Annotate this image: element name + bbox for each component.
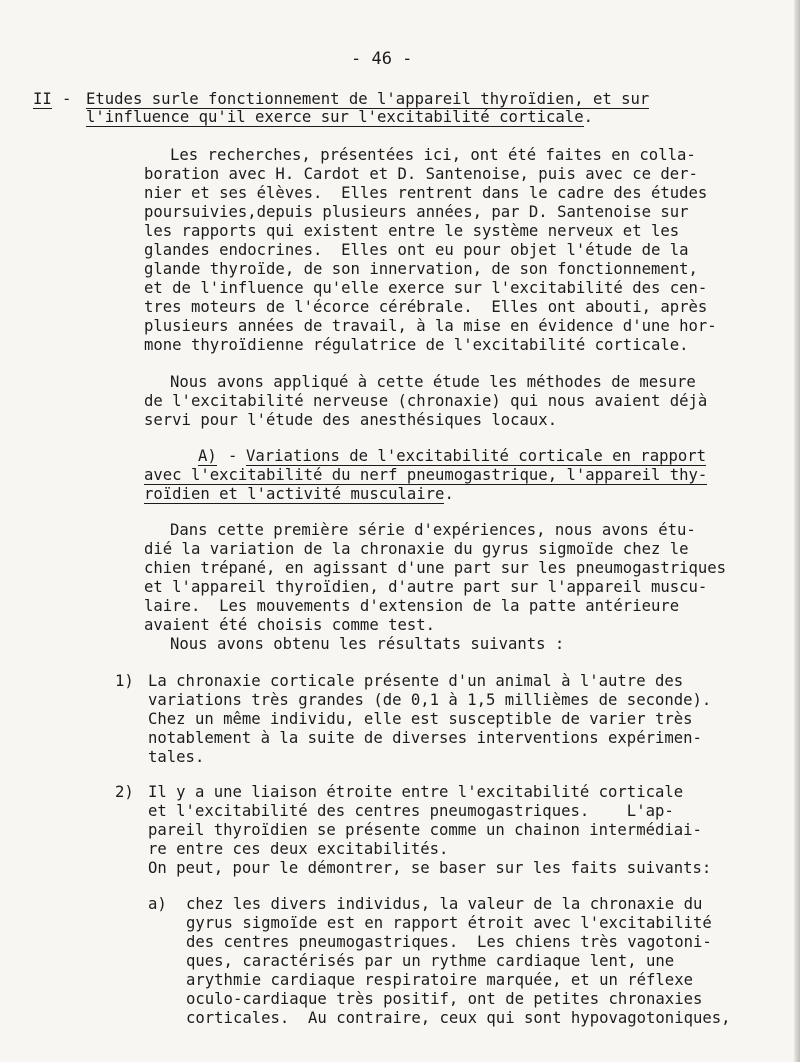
page-number: - 46 - bbox=[351, 49, 413, 69]
text-line: nier et ses élèves. Elles rentrent dans le cadre des études bbox=[144, 184, 708, 202]
text-line: Nous avons obtenu les résultats suivants : bbox=[170, 635, 565, 653]
text-line: Il y a une liaison étroite entre l'excitabilité corticale bbox=[148, 783, 684, 801]
text-line: plusieurs années de travail, à la mise en évidence d'une hor- bbox=[144, 317, 717, 335]
list-marker: a) bbox=[148, 895, 167, 913]
text-line: mone thyroïdienne régulatrice de l'excitabilité corticale. bbox=[144, 336, 689, 354]
section-dash: - bbox=[62, 90, 72, 108]
section-title-line-2: l'influence qu'il exerce sur l'excitabilité corticale. bbox=[86, 108, 593, 126]
text-line: glande thyroïde, de son innervation, de son fonctionnement, bbox=[144, 260, 698, 278]
page-edge-shadow bbox=[794, 0, 800, 1062]
text-line: et l'appareil thyroïdien, d'autre part sur l'appareil muscu- bbox=[144, 578, 708, 596]
text-line: notablement à la suite de diverses interventions expérimen- bbox=[148, 729, 702, 747]
text-line: oculo-cardiaque très positif, ont de petites chronaxies bbox=[186, 990, 703, 1008]
text-line: dié la variation de la chronaxie du gyrus sigmoïde chez le bbox=[144, 540, 689, 558]
text-line: ques, caractérisés par un rythme cardiaque lent, une bbox=[186, 952, 675, 970]
list-marker: 1) bbox=[115, 672, 134, 690]
section-numeral: II bbox=[33, 90, 52, 108]
text-line: de l'excitabilité nerveuse (chronaxie) qui nous avaient déjà bbox=[144, 392, 708, 410]
text-line: pareil thyroïdien se présente comme un chainon intermédiai- bbox=[148, 821, 702, 839]
text-line: avaient été choisis comme test. bbox=[144, 616, 436, 634]
text-line: laire. Les mouvements d'extension de la patte antérieure bbox=[144, 597, 680, 615]
text-line: Dans cette première série d'expériences, nous avons étu- bbox=[170, 521, 696, 539]
text-line: variations très grandes (de 0,1 à 1,5 millièmes de seconde). bbox=[148, 691, 712, 709]
text-line: des centres pneumogastriques. Les chiens très vagotoni- bbox=[186, 933, 712, 951]
text-line: re entre ces deux excitabilités. bbox=[148, 840, 449, 858]
text-line: et de l'influence qu'elle exerce sur l'excitabilité des cen- bbox=[144, 279, 708, 297]
text-line: boration avec H. Cardot et D. Santenoise, puis avec ce der- bbox=[144, 165, 698, 183]
text-line: tales. bbox=[148, 748, 205, 766]
text-line: gyrus sigmoïde est en rapport étroit avec l'excitabilité bbox=[186, 914, 712, 932]
text-line: poursuivies,depuis plusieurs années, par D. Santenoise sur bbox=[144, 203, 689, 221]
text-line: chien trépané, en agissant d'une part sur les pneumogastriques bbox=[144, 559, 727, 577]
text-line: servi pour l'étude des anesthésiques locaux. bbox=[144, 411, 558, 429]
subsection-title-line-1: Variations de l'excitabilité corticale en rapport bbox=[246, 447, 707, 465]
text-line: corticales. Au contraire, ceux qui sont hypovagotoniques, bbox=[186, 1009, 731, 1027]
text-line: Les recherches, présentées ici, ont été faites en colla- bbox=[170, 146, 696, 164]
text-line: les rapports qui existent entre le système nerveux et les bbox=[144, 222, 680, 240]
text-line: On peut, pour le démontrer, se baser sur les faits suivants: bbox=[148, 859, 712, 877]
text-line: chez les divers individus, la valeur de la chronaxie du bbox=[186, 895, 703, 913]
text-line: tres moteurs de l'écorce cérébrale. Elles ont abouti, après bbox=[144, 298, 708, 316]
subsection-dash: - bbox=[228, 447, 238, 465]
text-line: glandes endocrines. Elles ont eu pour objet l'étude de la bbox=[144, 241, 689, 259]
text-line: La chronaxie corticale présente d'un animal à l'autre des bbox=[148, 672, 684, 690]
list-marker: 2) bbox=[115, 783, 134, 801]
text-line: Nous avons appliqué à cette étude les méthodes de mesure bbox=[170, 373, 696, 391]
text-line: arythmie cardiaque respiratoire marquée, et un réflexe bbox=[186, 971, 693, 989]
section-title-line-1: Etudes surle fonctionnement de l'appareil thyroïdien, et sur bbox=[86, 90, 650, 108]
text-line: Chez un même individu, elle est susceptible de varier très bbox=[148, 710, 693, 728]
text-line: et l'excitabilité des centres pneumogastriques. L'ap- bbox=[148, 802, 674, 820]
subsection-label: A) bbox=[198, 447, 217, 465]
subsection-title-line-2: avec l'excitabilité du nerf pneumogastrique, l'appareil thy- bbox=[144, 466, 708, 484]
subsection-title-line-3: roïdien et l'activité musculaire. bbox=[144, 485, 454, 503]
